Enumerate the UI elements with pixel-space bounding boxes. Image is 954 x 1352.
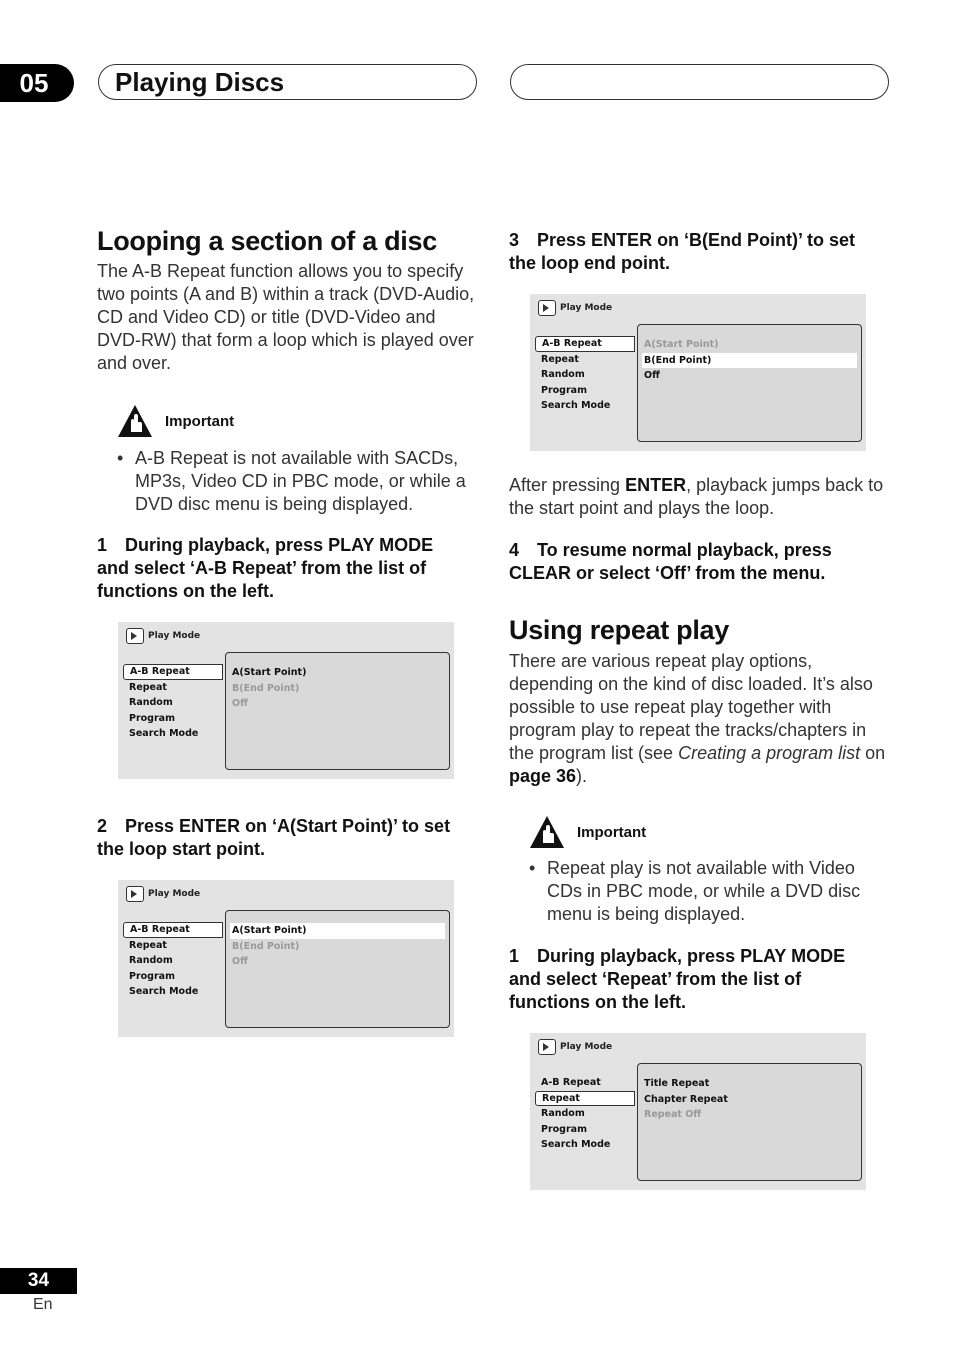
page-number: 34 bbox=[0, 1268, 77, 1294]
disc-play-icon bbox=[126, 628, 144, 644]
after-text-pre: After pressing bbox=[509, 475, 626, 495]
screen-title: Play Mode bbox=[560, 1042, 613, 1052]
menu-item-search-mode[interactable]: Search Mode bbox=[129, 728, 199, 739]
menu-item-program[interactable]: Program bbox=[541, 1123, 587, 1135]
menu-item-random[interactable]: Random bbox=[541, 369, 585, 380]
menu-item-ab-repeat[interactable]: A-B Repeat bbox=[541, 1077, 601, 1088]
disc-play-icon bbox=[538, 1039, 556, 1055]
after-enter-text bbox=[509, 474, 894, 520]
warning-hand-icon bbox=[529, 815, 565, 849]
warning-hand-icon bbox=[117, 404, 153, 438]
menu-item-search-mode[interactable]: Search Mode bbox=[541, 400, 611, 411]
chapter-title-box bbox=[98, 64, 477, 100]
function-list bbox=[123, 922, 223, 1000]
play-mode-screen-4 bbox=[530, 1033, 866, 1190]
step-1-repeat bbox=[509, 945, 879, 1014]
important-bullet-text: Repeat play is not available with Video CDs in PBC mode, or while a DVD disc menu is being displayed. bbox=[547, 858, 861, 924]
looping-intro: The A-B Repeat function allows you to specify two points (A and B) within a track (DVD-Audio, CD and Video CD) or title (DVD-Video and DVD-RW) that form a loop which is played over and over. bbox=[97, 261, 475, 373]
step-number: 1 bbox=[509, 946, 520, 966]
important-bullet-text: A-B Repeat is not available with SACDs, MP3s, Video CD in PBC mode, or while a DVD disc menu is being displayed. bbox=[135, 448, 466, 514]
chapter-blank-box bbox=[510, 64, 889, 100]
play-mode-screen-1 bbox=[118, 622, 454, 779]
options-panel bbox=[225, 910, 450, 1028]
section-title-looping: Looping a section of a disc bbox=[97, 226, 437, 256]
step-text: During playback, press PLAY MODE and select ‘Repeat’ from the list of functions on the left. bbox=[509, 946, 846, 1012]
option-off[interactable]: Off bbox=[232, 956, 248, 967]
option-off[interactable]: Off bbox=[232, 698, 248, 709]
page-language: En bbox=[33, 1296, 53, 1313]
step-text: Press ENTER on ‘A(Start Point)’ to set the loop start point. bbox=[97, 816, 451, 859]
menu-item-repeat[interactable]: Repeat bbox=[129, 681, 167, 693]
menu-item-ab-repeat[interactable]: A-B Repeat bbox=[123, 664, 223, 680]
step-text: To resume normal playback, press CLEAR or select ‘Off’ from the menu. bbox=[509, 540, 832, 583]
option-title-repeat[interactable]: Title Repeat bbox=[644, 1078, 710, 1089]
option-b-end-point[interactable]: B(End Point) bbox=[642, 353, 857, 369]
option-a-start-point[interactable]: A(Start Point) bbox=[230, 923, 445, 939]
function-list bbox=[535, 1075, 635, 1153]
options-panel bbox=[225, 652, 450, 770]
menu-item-program[interactable]: Program bbox=[129, 712, 175, 724]
menu-item-repeat[interactable]: Repeat bbox=[535, 1091, 635, 1107]
function-list bbox=[535, 336, 635, 414]
step-number: 2 bbox=[97, 816, 108, 836]
option-a-start-point[interactable]: A(Start Point) bbox=[232, 667, 307, 678]
options-panel bbox=[637, 324, 862, 442]
step-number: 1 bbox=[97, 535, 108, 555]
function-list bbox=[123, 664, 223, 742]
menu-item-search-mode[interactable]: Search Mode bbox=[541, 1139, 611, 1150]
important-label: Important bbox=[165, 412, 235, 430]
option-off[interactable]: Off bbox=[644, 370, 660, 381]
repeat-intro-page: page 36 bbox=[509, 766, 577, 786]
section-title-repeat: Using repeat play bbox=[509, 615, 729, 645]
after-text-bold: ENTER bbox=[625, 475, 687, 495]
screen-header bbox=[126, 886, 200, 902]
option-b-end-point[interactable]: B(End Point) bbox=[232, 682, 300, 694]
step-text: Press ENTER on ‘B(End Point)’ to set the loop end point. bbox=[509, 230, 856, 273]
step-number: 4 bbox=[509, 540, 520, 560]
menu-item-repeat[interactable]: Repeat bbox=[541, 353, 579, 365]
option-repeat-off[interactable]: Repeat Off bbox=[644, 1109, 702, 1120]
step-1-ab bbox=[97, 534, 467, 603]
screen-header bbox=[126, 628, 200, 644]
after-text-post: , playback jumps back to the start point and plays the loop. bbox=[509, 475, 884, 518]
menu-item-ab-repeat[interactable]: A-B Repeat bbox=[535, 336, 635, 352]
menu-item-random[interactable]: Random bbox=[129, 697, 173, 708]
menu-item-search-mode[interactable]: Search Mode bbox=[129, 986, 199, 997]
bullet-dot: • bbox=[117, 448, 124, 468]
options-panel bbox=[637, 1063, 862, 1181]
important-bullet-2 bbox=[529, 857, 887, 926]
menu-item-random[interactable]: Random bbox=[129, 955, 173, 966]
disc-play-icon bbox=[538, 300, 556, 316]
menu-item-repeat[interactable]: Repeat bbox=[129, 939, 167, 951]
option-chapter-repeat[interactable]: Chapter Repeat bbox=[644, 1093, 728, 1105]
step-3-ab bbox=[509, 229, 879, 275]
screen-title: Play Mode bbox=[560, 303, 613, 313]
step-2-ab bbox=[97, 815, 472, 861]
menu-item-program[interactable]: Program bbox=[541, 384, 587, 396]
menu-item-random[interactable]: Random bbox=[541, 1108, 585, 1119]
menu-item-program[interactable]: Program bbox=[129, 970, 175, 982]
chapter-number: 05 bbox=[0, 64, 74, 102]
play-mode-screen-2 bbox=[118, 880, 454, 1037]
important-notice-1 bbox=[117, 404, 234, 438]
repeat-intro-mid: on bbox=[860, 743, 886, 763]
play-mode-screen-3 bbox=[530, 294, 866, 451]
repeat-intro-post: ). bbox=[576, 766, 588, 786]
repeat-intro bbox=[509, 650, 894, 788]
screen-title: Play Mode bbox=[148, 889, 201, 899]
step-text: During playback, press PLAY MODE and select ‘A-B Repeat’ from the list of functions on the left. bbox=[97, 535, 434, 601]
important-bullet-1 bbox=[117, 447, 475, 516]
important-label: Important bbox=[577, 823, 647, 841]
chapter-title: Playing Discs bbox=[115, 67, 285, 97]
repeat-intro-pre: There are various repeat play options, depending on the kind of disc loaded. It’s also possible to use repeat play together with program play to repeat the tracks/chapters in the program list (see bbox=[509, 651, 873, 763]
option-a-start-point[interactable]: A(Start Point) bbox=[644, 339, 719, 350]
disc-play-icon bbox=[126, 886, 144, 902]
menu-item-ab-repeat[interactable]: A-B Repeat bbox=[123, 922, 223, 938]
important-notice-2 bbox=[529, 815, 646, 849]
screen-header bbox=[538, 300, 612, 316]
option-b-end-point[interactable]: B(End Point) bbox=[232, 940, 300, 952]
step-number: 3 bbox=[509, 230, 520, 250]
repeat-intro-link: Creating a program list bbox=[678, 743, 861, 763]
step-4-ab bbox=[509, 539, 879, 585]
bullet-dot: • bbox=[529, 858, 536, 878]
screen-title: Play Mode bbox=[148, 631, 201, 641]
screen-header bbox=[538, 1039, 612, 1055]
